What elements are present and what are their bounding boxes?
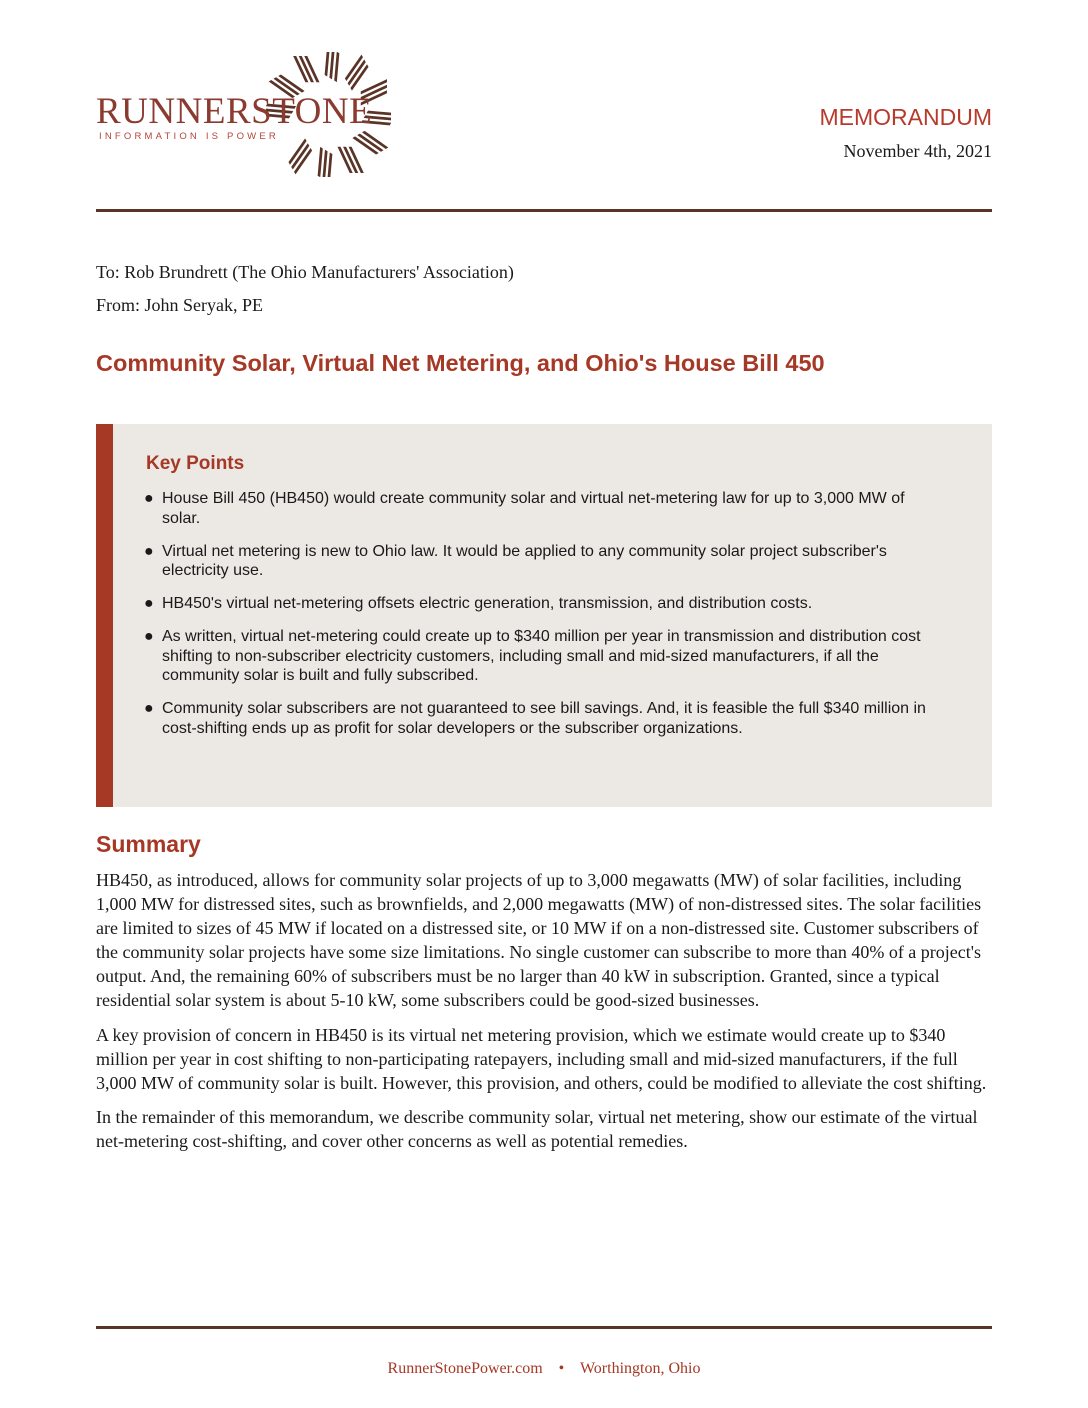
summary-heading: Summary — [96, 831, 201, 857]
list-item: ● Virtual net metering is new to Ohio law. It would be applied to any community solar project subscriber's electricity use. — [144, 542, 887, 579]
footer-separator: • — [558, 1360, 565, 1377]
list-item: ● Community solar subscribers are not guaranteed to see bill savings. And, it is feasible the full $340 million in cost-shifting ends up as profit for solar developers or the subscriber organizations. — [144, 700, 926, 737]
logo-tagline: INFORMATION IS POWER — [99, 131, 279, 142]
footer-website-link[interactable]: RunnerStonePower.com — [387, 1360, 543, 1377]
bullet-icon: ● — [144, 490, 154, 507]
bullet-icon: ● — [144, 700, 154, 717]
summary-paragraph: HB450, as introduced, allows for community solar projects of up to 3,000 megawatts (MW) of solar facilities, including 1,000 MW for distressed sites, such as brownfields, and 2,000 megawatts (MW) of non-distressed sites. The solar facilities are limited to sizes of 45 MW if located on a distressed site, or 10 MW if on a non-distressed site. Customer subscribers of the community solar projects have some size limitations. No single customer can subscribe to more than 40% of a project's output. And, the remaining 60% of subscribers must be no larger than 40 kW in subscription. Granted, since a typical residential solar system is about 5-10 kW, some subscribers could be good-sized businesses. — [96, 870, 982, 1011]
logo-wordmark: RUNNERSTONE — [96, 91, 373, 132]
key-points-box — [96, 424, 992, 807]
company-logo — [96, 52, 396, 177]
key-points-list — [144, 489, 944, 752]
list-item: ● House Bill 450 (HB450) would create community solar and virtual net-metering law for up to 3,000 MW of solar. — [144, 490, 905, 527]
list-item: ● HB450's virtual net-metering offsets electric generation, transmission, and distribution costs. — [144, 595, 813, 612]
memo-label: MEMORANDUM — [819, 104, 992, 130]
bullet-icon: ● — [144, 542, 154, 560]
bullet-icon: ● — [144, 628, 154, 645]
summary-paragraph: In the remainder of this memorandum, we describe community solar, virtual net metering, show our estimate of the virtual net-metering cost-shifting, and cover other concerns as well as potential remedies. — [96, 1106, 978, 1151]
memo-date: November 4th, 2021 — [843, 141, 992, 161]
to-line: To: Rob Brundrett (The Ohio Manufacturers' Association) — [96, 262, 514, 282]
header-divider — [96, 209, 992, 212]
footer-location: Worthington, Ohio — [579, 1360, 701, 1377]
footer-divider — [96, 1326, 992, 1329]
key-points-accent-bar — [96, 424, 113, 807]
key-points-heading: Key Points — [146, 453, 245, 474]
summary-body — [96, 868, 992, 1163]
document-title: Community Solar, Virtual Net Metering, and Ohio's House Bill 450 — [96, 350, 825, 376]
from-line: From: John Seryak, PE — [96, 295, 264, 315]
list-item: ● As written, virtual net-metering could create up to $340 million per year in transmission and distribution cost shifting to non-subscriber electricity customers, including small and mid-sized manufacturers, if all the community solar is built and fully subscribed. — [144, 628, 921, 684]
footer — [0, 1360, 1088, 1378]
summary-paragraph: A key provision of concern in HB450 is its virtual net metering provision, which we estimate would create up to $340 million per year in cost shifting to non-participating ratepayers, including small and mid-sized manufacturers, if the full 3,000 MW of community solar is built. However, this provision, and others, could be modified to alleviate the cost shifting. — [96, 1024, 987, 1093]
bullet-icon: ● — [144, 595, 154, 612]
